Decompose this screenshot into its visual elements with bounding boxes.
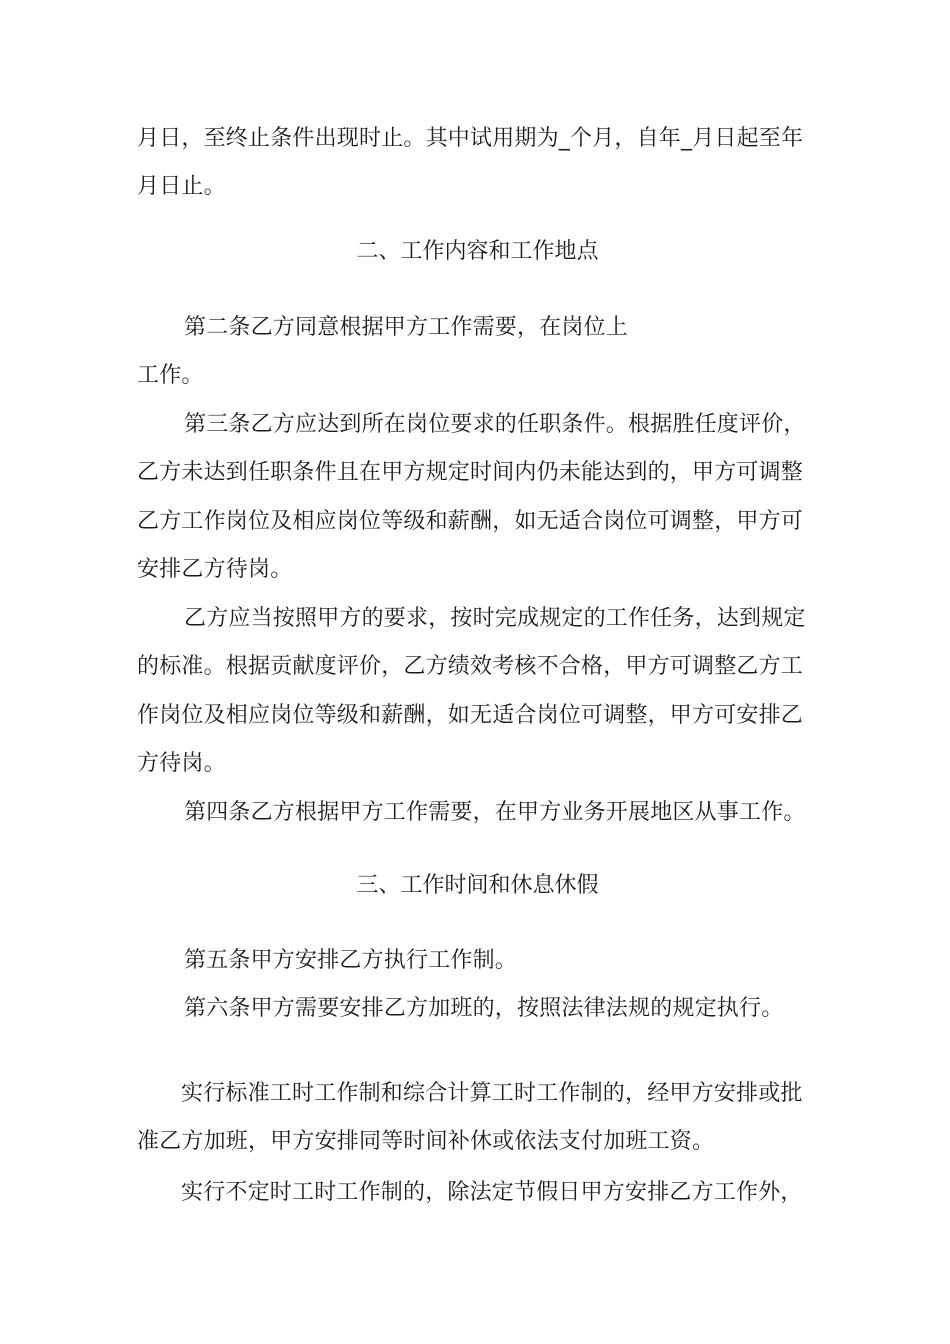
paragraph-line: 第二条乙方同意根据甲方工作需要，在岗位上 (184, 315, 629, 340)
paragraph-line: 乙方工作岗位及相应岗位等级和薪酬，如无适合岗位可调整，甲方可 (137, 509, 804, 534)
section-heading-text: 三、工作时间和休息休假 (356, 873, 599, 898)
section-heading (0, 236, 950, 268)
paragraph-line: 月日，至终止条件出现时止。其中试用期为_个月，自年_月日起至年 (137, 126, 804, 151)
paragraph-line: 乙方未达到任职条件且在甲方规定时间内仍未能达到的，甲方可调整 (137, 460, 804, 485)
paragraph-line: 实行标准工时工作制和综合计算工时工作制的，经甲方安排或批 (181, 1081, 803, 1106)
paragraph-line: 第六条甲方需要安排乙方加班的，按照法律法规的规定执行。 (184, 996, 784, 1021)
section-heading (0, 870, 950, 902)
paragraph-line: 作岗位及相应岗位等级和薪酬，如无适合岗位可调整，甲方可安排乙 (137, 703, 804, 728)
paragraph-line: 安排乙方待岗。 (137, 557, 293, 582)
paragraph-line: 乙方应当按照甲方的要求，按时完成规定的工作任务，达到规定 (184, 606, 806, 631)
paragraph-line: 第四条乙方根据甲方工作需要，在甲方业务开展地区从事工作。 (184, 800, 806, 825)
paragraph-line: 第三条乙方应达到所在岗位要求的任职条件。根据胜任度评价， (184, 412, 806, 437)
paragraph-line: 工作。 (137, 363, 204, 388)
paragraph-line: 第五条甲方安排乙方执行工作制。 (184, 948, 518, 973)
paragraph-line: 月日止。 (137, 174, 226, 199)
paragraph-line: 方待岗。 (137, 751, 226, 776)
paragraph-line: 实行不定时工时工作制的，除法定节假日甲方安排乙方工作外， (181, 1180, 803, 1205)
paragraph-line: 的标准。根据贡献度评价，乙方绩效考核不合格，甲方可调整乙方工 (137, 654, 804, 679)
section-heading-text: 二、工作内容和工作地点 (356, 239, 599, 264)
paragraph-line: 准乙方加班，甲方安排同等时间补休或依法支付加班工资。 (137, 1129, 715, 1154)
